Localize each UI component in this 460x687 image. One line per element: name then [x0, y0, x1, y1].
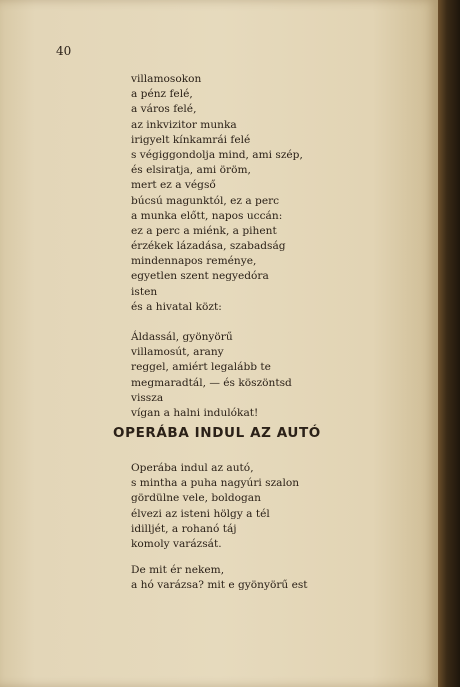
- poem-line: villamosokon: [131, 73, 202, 85]
- poem-title: OPERÁBA INDUL AZ AUTÓ: [113, 425, 321, 441]
- poem-line: mindennapos reménye,: [131, 255, 257, 268]
- page-number: 40: [56, 44, 72, 58]
- poem-line: és elsiratja, ami öröm,: [131, 164, 251, 177]
- poem-line: mert ez a végső: [131, 179, 216, 192]
- stanza-2: [131, 330, 292, 421]
- poem-line: érzékek lázadása, szabadság: [131, 240, 286, 253]
- stanza-1: [131, 72, 303, 315]
- poem-line: a város felé,: [131, 103, 197, 116]
- poem-line: Áldassál, gyönyörű: [131, 331, 233, 343]
- poem-line: vígan a halni indulókat!: [131, 406, 259, 419]
- poem-line: s mintha a puha nagyúri szalon: [131, 477, 300, 490]
- poem-line: vissza: [131, 391, 164, 404]
- poem-line: megmaradtál, — és köszöntsd: [131, 376, 292, 389]
- poem-line: a pénz felé,: [131, 88, 193, 101]
- poem-line: Operába indul az autó,: [131, 462, 254, 474]
- stanza-4: [131, 563, 308, 593]
- poem-line: az inkvizitor munka: [131, 118, 237, 131]
- poem-line: a munka előtt, napos uccán:: [131, 209, 283, 222]
- poem-line: élvezi az isteni hölgy a tél: [131, 507, 270, 520]
- poem-line: gördülne vele, boldogan: [131, 492, 261, 505]
- poem-line: a hó varázsa? mit e gyönyörű est: [131, 579, 308, 592]
- poem-line: búcsú magunktól, ez a perc: [131, 194, 280, 207]
- poem-line: s végiggondolja mind, ami szép,: [131, 148, 303, 161]
- stanza-3: [131, 461, 299, 552]
- poem-line: reggel, amiért legalább te: [131, 361, 271, 374]
- book-spine: [438, 0, 460, 687]
- poem-line: egyetlen szent negyedóra: [131, 270, 269, 283]
- poem-line: ez a perc a miénk, a pihent: [131, 224, 277, 237]
- poem-line: komoly varázsát.: [131, 537, 222, 550]
- poem-line: villamosút, arany: [131, 346, 224, 359]
- poem-line: De mit ér nekem,: [131, 564, 225, 576]
- poem-line: irigyelt kínkamrái felé: [131, 133, 251, 146]
- poem-line: idilljét, a rohanó táj: [131, 522, 237, 535]
- poem-line: és a hivatal közt:: [131, 300, 222, 313]
- poem-line: isten: [131, 285, 158, 298]
